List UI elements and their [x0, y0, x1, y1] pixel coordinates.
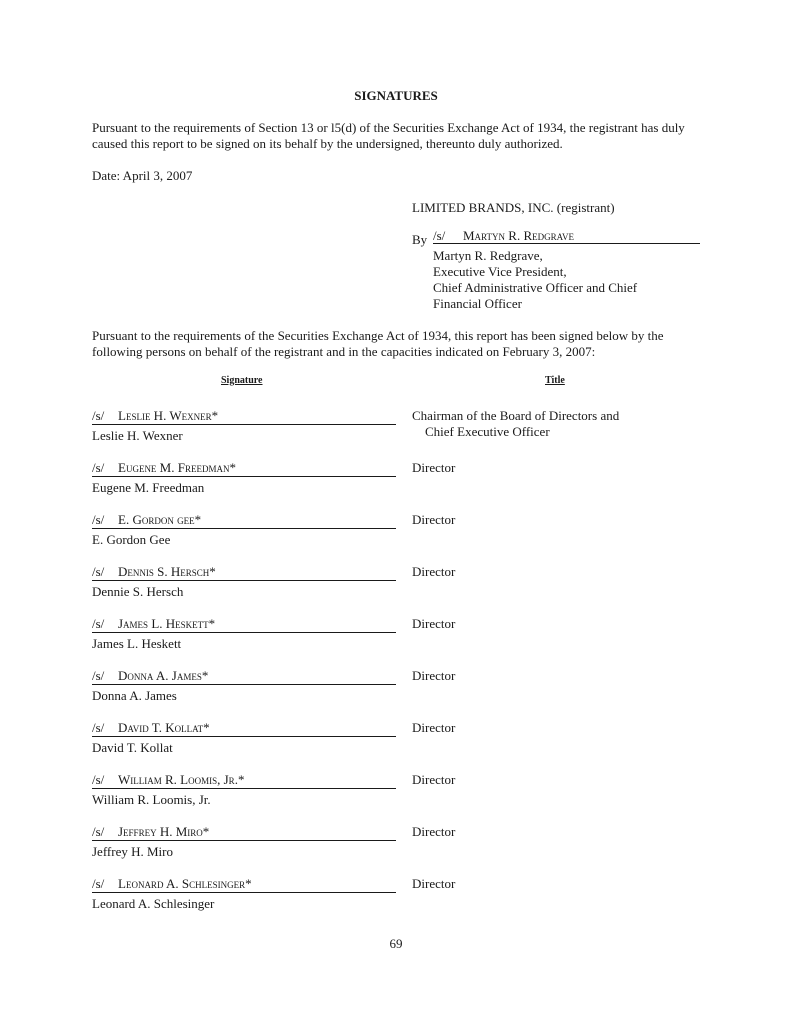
signature-name: Eugene M. Freedman*: [118, 460, 236, 475]
printed-name: James L. Heskett: [92, 636, 182, 651]
signer-title: Chief Administrative Officer and Chief: [433, 280, 638, 295]
title-text: Director: [412, 824, 456, 839]
s-mark: /s/: [92, 408, 105, 423]
title-column-header: Title: [545, 375, 565, 386]
signature-line: [92, 460, 396, 477]
signature-name: Jeffrey H. Miro*: [118, 824, 210, 839]
signature-line: [92, 668, 396, 685]
s-mark: /s/: [92, 460, 105, 475]
signature-name: Donna A. James*: [118, 668, 209, 683]
signature-name: James L. Heskett*: [118, 616, 216, 631]
printed-name: Dennie S. Hersch: [92, 584, 184, 599]
signer-title: Executive Vice President,: [433, 264, 567, 279]
title-text: Director: [412, 564, 456, 579]
printed-name: E. Gordon Gee: [92, 532, 171, 547]
registrant-signature: Martyn R. Redgrave: [463, 228, 574, 243]
title-text: Director: [412, 876, 456, 891]
s-mark: /s/: [92, 824, 105, 839]
s-mark: /s/: [92, 512, 105, 527]
s-mark: /s/: [92, 876, 105, 891]
signer-title: Financial Officer: [433, 296, 522, 311]
registrant-signer-info: [433, 248, 637, 312]
s-mark: /s/: [92, 564, 105, 579]
intro-paragraph: Pursuant to the requirements of Section 13 or l5(d) of the Securities Exchange Act of 1934, the registrant has duly caused this report to be signed on its behalf by the undersigned, thereunto duly authorized.: [92, 120, 685, 151]
s-mark: /s/: [92, 720, 105, 735]
s-mark: /s/: [92, 668, 105, 683]
printed-name: William R. Loomis, Jr.: [92, 792, 211, 807]
printed-name: Leslie H. Wexner: [92, 428, 183, 443]
signature-name: Leonard A. Schlesinger*: [118, 876, 252, 891]
title-text: Director: [412, 616, 456, 631]
signer-name: Martyn R. Redgrave,: [433, 248, 543, 263]
signature-name: Leslie H. Wexner*: [118, 408, 219, 423]
s-mark: /s/: [433, 228, 446, 243]
second-paragraph: Pursuant to the requirements of the Securities Exchange Act of 1934, this report has been signed below by the following persons on behalf of the registrant and in the capacities indicated on February 3, 2007:: [92, 328, 664, 359]
signature-line: [92, 616, 396, 633]
registrant-name: LIMITED BRANDS, INC. (registrant): [412, 200, 615, 215]
signature-line: [92, 824, 396, 841]
signature-line: [92, 720, 396, 737]
signature-column-header: Signature: [221, 375, 263, 386]
page-number: 69: [389, 936, 403, 951]
signature-line: [92, 564, 396, 581]
by-label: By: [412, 232, 428, 247]
title-text: Director: [412, 668, 456, 683]
signature-name: David T. Kollat*: [118, 720, 210, 735]
signature-line: [92, 408, 396, 425]
printed-name: David T. Kollat: [92, 740, 173, 755]
title-text: Director: [412, 460, 456, 475]
registrant-signature-line: [433, 228, 700, 244]
printed-name: Eugene M. Freedman: [92, 480, 205, 495]
title-text: Chairman of the Board of Directors and: [412, 408, 620, 423]
signature-line: [92, 772, 396, 789]
printed-name: Donna A. James: [92, 688, 177, 703]
s-mark: /s/: [92, 772, 105, 787]
signature-name: Dennis S. Hersch*: [118, 564, 216, 579]
title-text: Director: [412, 720, 456, 735]
title-text: Director: [412, 772, 456, 787]
title-text: Director: [412, 512, 456, 527]
signature-name: E. Gordon gee*: [118, 512, 202, 527]
page-title: SIGNATURES: [354, 88, 438, 103]
s-mark: /s/: [92, 616, 105, 631]
signature-line: [92, 512, 396, 529]
signature-line: [92, 876, 396, 893]
signature-name: William R. Loomis, Jr.*: [118, 772, 245, 787]
date-line: Date: April 3, 2007: [92, 168, 193, 183]
title-text: Chief Executive Officer: [425, 424, 550, 439]
printed-name: Leonard A. Schlesinger: [92, 896, 215, 911]
printed-name: Jeffrey H. Miro: [92, 844, 173, 859]
